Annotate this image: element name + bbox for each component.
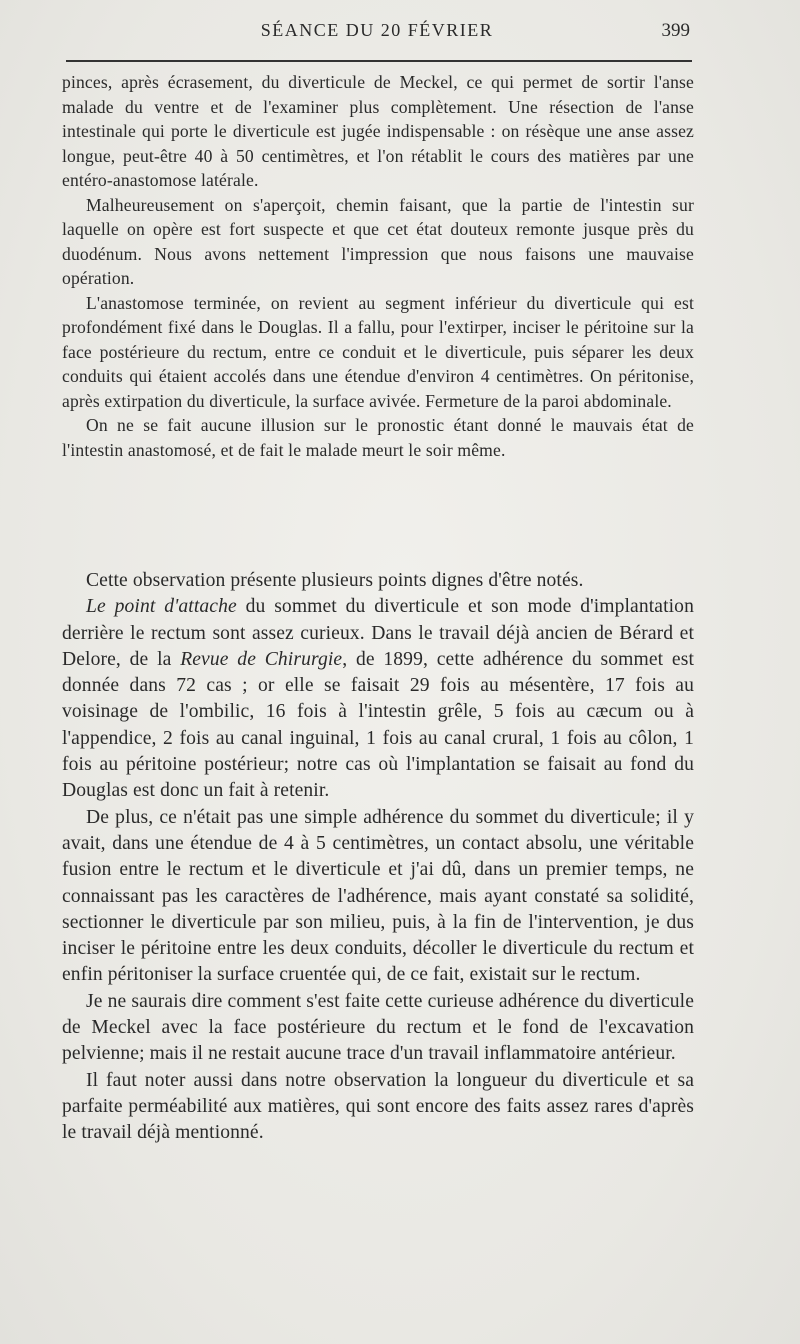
discussion (62, 568, 694, 1147)
paragraph (62, 594, 694, 804)
text-run: du sommet du diverticule et son mode d'implantation derrière le rectum sont assez curieux. Dans le travail déjà ancien de Bérard et Delore, de la (62, 596, 694, 670)
paragraph: pinces, après écrasement, du diverticule de Meckel, ce qui permet de sortir l'anse malade du ventre et de l'examiner plus complètement. Une résection de l'anse intestinale qui porte le diverticule est jugée indispensable : on résèque une anse assez longue, peut-être 40 à 50 centimètres, et l'on rétablit le cours des matières par une entéro-anastomose latérale. (62, 72, 694, 190)
journal-title: Revue de Chirurgie (180, 648, 343, 670)
paragraph: Malheureusement on s'aperçoit, chemin faisant, que la partie de l'intestin sur laquelle on opère est fort suspecte et que cet état douteux remonte jusque près du duodénum. Nous avons nettement l'impression que nous faisons une mauvaise opération. (62, 194, 694, 288)
page-number: 399 (661, 20, 690, 41)
italic-phrase: Le point d'attache (86, 596, 237, 618)
case-report (62, 70, 694, 462)
paragraph: Il faut noter aussi dans notre observation la longueur du diverticule et sa parfaite perméabilité aux matières, qui sont encore des faits assez rares d'après le travail déjà mentionné. (62, 1069, 694, 1144)
running-title: SÉANCE DU 20 FÉVRIER (260, 20, 494, 40)
header-rule (66, 60, 692, 62)
text-run: , de 1899, cette adhérence du sommet est donnée dans 72 cas ; or elle se faisait 29 fois au mésentère, 17 fois au voisinage de l'ombilic, 16 fois à l'intestin grêle, 5 fois au cæcum ou à l'appendice, 2 fois au canal inguinal, 1 fois au canal crural, 1 fois au côlon, 1 fois au péritoine postérieur; notre cas où l'implantation se faisait au fond du Douglas est donc un fait à retenir. (62, 648, 694, 802)
paragraph: Cette observation présente plusieurs points dignes d'être notés. (86, 570, 584, 591)
paragraph: On ne se fait aucune illusion sur le pronostic étant donné le mauvais état de l'intestin anastomosé, et de fait le malade meurt le soir même. (62, 415, 694, 460)
running-head (62, 20, 692, 44)
paragraph: L'anastomose terminée, on revient au segment inférieur du diverticule qui est profondément fixé dans le Douglas. Il a fallu, pour l'extirper, inciser le péritoine sur la face postérieure du rectum, entre ce conduit et le diverticule, puis séparer les deux conduits qui étaient accolés dans une étendue d'environ 4 centimètres. On péritonise, après extirpation du diverticule, la surface avivée. Fermeture de la paroi abdominale. (62, 292, 694, 411)
paragraph: Je ne saurais dire comment s'est faite cette curieuse adhérence du diverticule de Meckel avec la face postérieure du rectum et le fond de l'excavation pelvienne; mais il ne restait aucune trace d'un travail inflammatoire antérieur. (62, 990, 694, 1065)
paragraph: De plus, ce n'était pas une simple adhérence du sommet du diverticule; il y avait, dans une étendue de 4 à 5 centimètres, un contact absolu, une véritable fusion entre le rectum et le diverticule et j'ai dû, dans un premier temps, ne connaissant pas les caractères de l'adhérence, mais ayant constaté sa solidité, sectionner le diverticule par son milieu, puis, à la fin de l'intervention, je dus inciser le péritoine entre les deux conduits, décoller le diverticule du rectum et enfin péritoniser la surface cruentée qui, de ce fait, existait sur le rectum. (62, 806, 694, 986)
